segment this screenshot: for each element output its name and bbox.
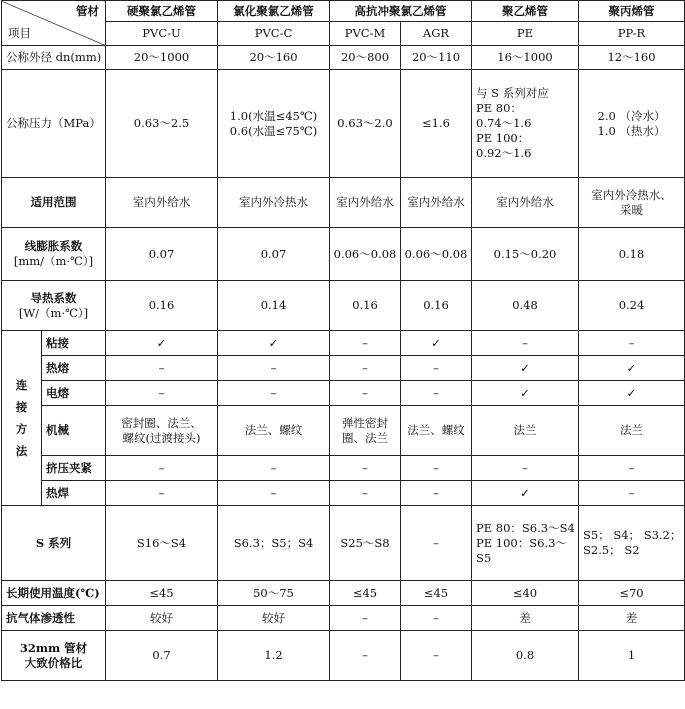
- data-cell: 0.06～0.08: [401, 228, 472, 281]
- vertical-char: 法: [15, 444, 28, 458]
- label-line: [W/（m·℃）]: [18, 305, 89, 320]
- data-cell: 0.16: [330, 281, 401, 331]
- code-cell: PVC-C: [218, 22, 330, 46]
- data-cell: [330, 406, 401, 456]
- data-cell: 0.07: [218, 228, 330, 281]
- row-label-price: [2, 631, 106, 681]
- connection-method-label: 电熔: [42, 381, 106, 406]
- data-cell: 0.24: [579, 281, 685, 331]
- data-cell: ✓: [579, 356, 685, 381]
- data-cell: 室内外给水: [401, 178, 472, 228]
- code-cell: PVC-M: [330, 22, 401, 46]
- data-cell: –: [330, 331, 401, 356]
- data-cell: –: [401, 631, 472, 681]
- data-cell: –: [330, 606, 401, 631]
- connection-group-label: [2, 331, 42, 506]
- data-cell: ✓: [218, 331, 330, 356]
- data-cell: 较好: [106, 606, 218, 631]
- data-cell: 0.63～2.5: [106, 70, 218, 178]
- data-cell: 室内外给水: [330, 178, 401, 228]
- data-cell: 0.07: [106, 228, 218, 281]
- code-cell: PP-R: [579, 22, 685, 46]
- data-cell: –: [579, 456, 685, 481]
- cell-line: 0.92～1.6: [476, 146, 532, 160]
- data-cell: 0.16: [106, 281, 218, 331]
- data-cell: 0.8: [472, 631, 579, 681]
- data-cell: 法兰: [472, 406, 579, 456]
- cell-line: 圈、法兰: [342, 430, 388, 445]
- data-cell: 法兰、螺纹: [218, 406, 330, 456]
- cell-line: PE 80：: [476, 101, 522, 115]
- data-cell: 0.06～0.08: [330, 228, 401, 281]
- data-cell: 50～75: [218, 581, 330, 606]
- cell-line: 2.0 （冷水）: [597, 108, 666, 123]
- data-cell: [579, 506, 685, 581]
- data-cell: S16～S4: [106, 506, 218, 581]
- data-cell: 16～1000: [472, 46, 579, 70]
- data-cell: –: [106, 456, 218, 481]
- data-cell: 20～110: [401, 46, 472, 70]
- data-cell: –: [401, 506, 472, 581]
- data-cell: ≤70: [579, 581, 685, 606]
- data-cell: 0.7: [106, 631, 218, 681]
- data-cell: ✓: [106, 331, 218, 356]
- cell-line: 1.0(水温≤45℃): [229, 108, 318, 123]
- data-cell: [579, 70, 685, 178]
- data-cell: –: [472, 331, 579, 356]
- data-cell: 差: [472, 606, 579, 631]
- data-cell: ≤45: [330, 581, 401, 606]
- connection-method-label: 热焊: [42, 481, 106, 506]
- data-cell: –: [106, 481, 218, 506]
- vertical-char: 方: [15, 422, 28, 436]
- cell-line: PE 100：S6.3～S5: [476, 535, 567, 565]
- row-label-temperature: 长期使用温度(℃): [2, 581, 106, 606]
- data-cell: S6.3；S5；S4: [218, 506, 330, 581]
- data-cell: –: [330, 481, 401, 506]
- pipe-comparison-table: [1, 0, 685, 681]
- data-cell: [472, 70, 579, 178]
- data-cell: [106, 406, 218, 456]
- data-cell: ≤40: [472, 581, 579, 606]
- material-header: 聚乙烯管: [472, 1, 579, 22]
- row-label-expansion: [2, 228, 106, 281]
- label-line: 32mm 管材: [19, 640, 88, 655]
- data-cell: 20～1000: [106, 46, 218, 70]
- data-cell: –: [401, 356, 472, 381]
- data-cell: ≤45: [401, 581, 472, 606]
- code-cell: PVC-U: [106, 22, 218, 46]
- cell-line: 0.6(水温≤75℃): [229, 123, 318, 138]
- code-cell: PE: [472, 22, 579, 46]
- label-line: [mm/（m·℃）]: [13, 254, 94, 268]
- data-cell: –: [330, 456, 401, 481]
- data-cell: ✓: [472, 356, 579, 381]
- data-cell: ✓: [472, 481, 579, 506]
- data-cell: 室内外给水: [472, 178, 579, 228]
- data-cell: –: [330, 356, 401, 381]
- data-cell: –: [218, 456, 330, 481]
- connection-method-label: 挤压夹紧: [42, 456, 106, 481]
- data-cell: 0.63～2.0: [330, 70, 401, 178]
- data-cell: –: [330, 631, 401, 681]
- data-cell: –: [401, 481, 472, 506]
- data-cell: [218, 70, 330, 178]
- data-cell: 室内外冷热水: [218, 178, 330, 228]
- data-cell: ✓: [472, 381, 579, 406]
- cell-line: 密封圈、法兰、: [121, 415, 202, 430]
- corner-bottom-label: 项目: [8, 26, 31, 40]
- material-header: 聚丙烯管: [579, 1, 685, 22]
- data-cell: 0.16: [401, 281, 472, 331]
- row-label-pressure: 公称压力（MPa）: [2, 70, 106, 178]
- label-line: 线膨胀系数: [24, 239, 83, 253]
- connection-method-label: 热熔: [42, 356, 106, 381]
- data-cell: –: [401, 606, 472, 631]
- data-cell: [579, 178, 685, 228]
- row-label-permeability: 抗气体渗透性: [2, 606, 106, 631]
- material-header: 氯化聚氯乙烯管: [218, 1, 330, 22]
- label-line: 导热系数: [30, 290, 77, 305]
- cell-line: 1.0 （热水）: [597, 123, 666, 138]
- vertical-char: 连: [15, 378, 28, 392]
- corner-top-label: 管材: [76, 4, 99, 18]
- data-cell: –: [579, 481, 685, 506]
- data-cell: 1.2: [218, 631, 330, 681]
- data-cell: 12～160: [579, 46, 685, 70]
- cell-line: PE 100：: [476, 131, 530, 145]
- data-cell: 法兰、螺纹: [401, 406, 472, 456]
- data-cell: 20～160: [218, 46, 330, 70]
- data-cell: ≤1.6: [401, 70, 472, 178]
- data-cell: ✓: [579, 381, 685, 406]
- cell-line: S2.5； S2: [583, 543, 640, 557]
- material-header: 高抗冲聚氯乙烯管: [330, 1, 472, 22]
- data-cell: [472, 506, 579, 581]
- cell-line: 室内外冷热水、: [591, 187, 672, 202]
- row-label-s-series: S 系列: [2, 506, 106, 581]
- row-label-diameter: 公称外径 dn(mm): [2, 46, 106, 70]
- data-cell: 法兰: [579, 406, 685, 456]
- cell-line: 0.74～1.6: [476, 116, 532, 130]
- cell-line: 与 S 系列对应: [476, 86, 549, 100]
- data-cell: –: [401, 381, 472, 406]
- cell-line: 采暖: [620, 202, 643, 217]
- code-cell: AGR: [401, 22, 472, 46]
- cell-line: 螺纹(过渡接头): [122, 430, 201, 445]
- data-cell: 差: [579, 606, 685, 631]
- label-line: 大致价格比: [24, 655, 83, 670]
- data-cell: S25～S8: [330, 506, 401, 581]
- data-cell: 1: [579, 631, 685, 681]
- header-corner: [2, 1, 106, 46]
- material-header: 硬聚氯乙烯管: [106, 1, 218, 22]
- data-cell: –: [330, 381, 401, 406]
- connection-method-label: 机械: [42, 406, 106, 456]
- cell-line: S5； S4； S3.2；: [583, 528, 682, 542]
- data-cell: 0.14: [218, 281, 330, 331]
- data-cell: –: [106, 356, 218, 381]
- data-cell: –: [218, 356, 330, 381]
- row-label-conductivity: [2, 281, 106, 331]
- cell-line: 弹性密封: [342, 415, 388, 430]
- data-cell: 0.15～0.20: [472, 228, 579, 281]
- data-cell: ✓: [401, 331, 472, 356]
- data-cell: –: [218, 481, 330, 506]
- data-cell: –: [401, 456, 472, 481]
- vertical-char: 接: [15, 400, 28, 414]
- data-cell: 较好: [218, 606, 330, 631]
- data-cell: 0.18: [579, 228, 685, 281]
- connection-method-label: 粘接: [42, 331, 106, 356]
- data-cell: –: [218, 381, 330, 406]
- row-label-usage: 适用范围: [2, 178, 106, 228]
- data-cell: 20～800: [330, 46, 401, 70]
- cell-line: PE 80：S6.3～S4: [476, 520, 575, 535]
- data-cell: 0.48: [472, 281, 579, 331]
- data-cell: –: [579, 331, 685, 356]
- data-cell: 室内外给水: [106, 178, 218, 228]
- data-cell: –: [472, 456, 579, 481]
- data-cell: –: [106, 381, 218, 406]
- data-cell: ≤45: [106, 581, 218, 606]
